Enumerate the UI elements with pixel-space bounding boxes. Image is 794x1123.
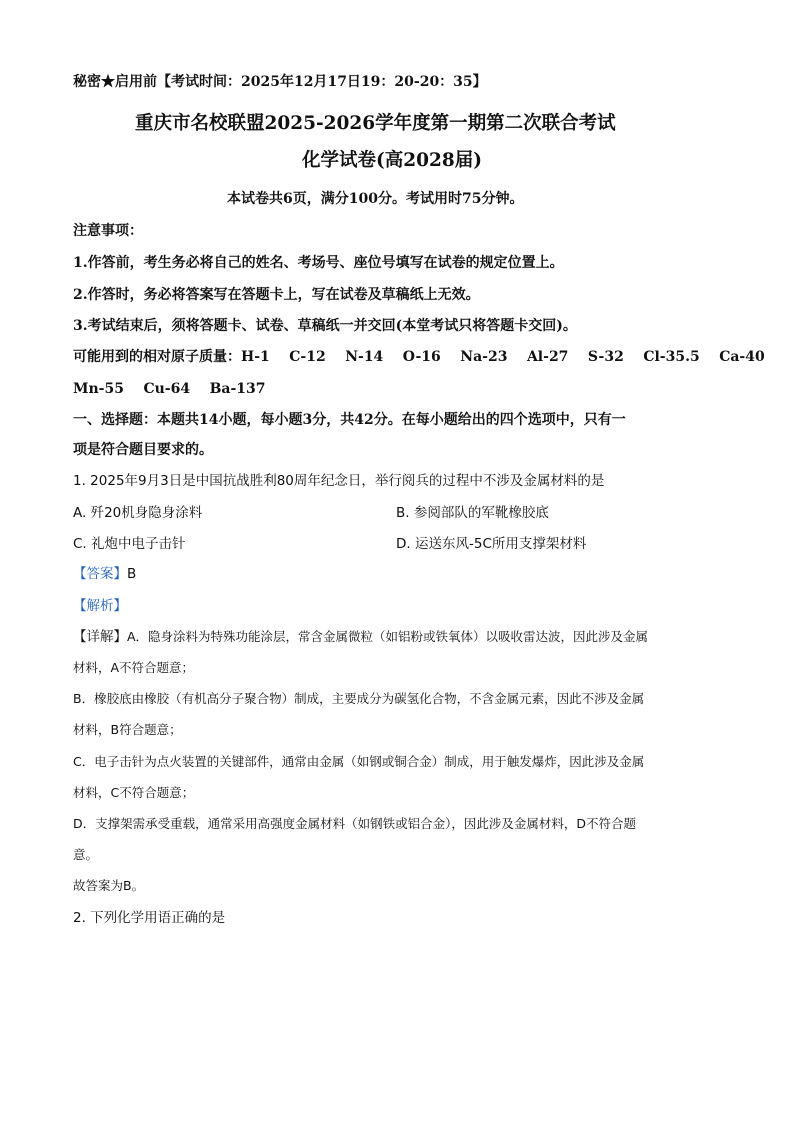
question-1-option-b: B. 参阅部队的军靴橡胶底 [396,505,549,521]
question-1-option-d: D. 运送东风-5C所用支撑架材料 [396,536,587,552]
question-1-option-a: A. 歼20机身隐身涂料 [73,505,203,521]
question-2-stem: 2. 下列化学用语正确的是 [73,910,226,926]
analysis-tag: 【解析】 [73,598,127,614]
notes-item-2: 2.作答时，务必将答案写在答题卡上，写在试卷及草稿纸上无效。 [73,287,480,303]
detail-line-2: 材料，A不符合题意； [73,660,195,675]
detail-line-4: 材料，B符合题意； [73,722,182,737]
exam-subtitle: 化学试卷(高2028届) [302,150,482,171]
detail-line-3: B．橡胶底由橡胶（有机高分子聚合物）制成，主要成分为碳氢化合物，不含金属元素，因此不涉及金属 [73,691,645,706]
question-1-option-c: C. 礼炮中电子击针 [73,536,186,552]
answer-tag: 【答案】 [73,566,127,582]
notes-item-1: 1.作答前，考生务必将自己的姓名、考场号、座位号填写在试卷的规定位置上。 [73,255,564,271]
conclusion: 故答案为B。 [73,878,145,893]
atomic-masses-line-1: 可能用到的相对原子质量：H-1 C-12 N-14 O-16 Na-23 Al-27 S-32 Cl-35.5 Ca-40 [73,349,765,365]
confidential-header: 秘密★启用前【考试时间：2025年12月17日19：20-20：35】 [73,74,487,90]
detail-line-8: 意。 [73,847,99,862]
detail-line-5: C．电子击针为点火装置的关键部件，通常由金属（如钢或铜合金）制成，用于触发爆炸，因此涉及金属 [73,754,645,769]
notes-heading: 注意事项： [73,223,143,239]
section-1-heading: 一、选择题：本题共14小题，每小题3分，共42分。在每小题给出的四个选项中，只有一 [73,412,626,428]
detail-line-7: D．支撑架需承受重载，通常采用高强度金属材料（如钢铁或铝合金），因此涉及金属材料，D不符合题 [73,816,637,831]
exam-info: 本试卷共6页，满分100分。考试用时75分钟。 [227,191,524,207]
detail-line-6: 材料，C不符合题意； [73,785,195,800]
answer-value: B [127,566,137,582]
detail-line-1 [73,631,648,645]
atomic-masses-line-2: Mn-55 Cu-64 Ba-137 [73,381,266,397]
notes-item-3: 3.考试结束后，须将答题卡、试卷、草稿纸一并交回(本堂考试只将答题卡交回)。 [73,318,577,334]
detail-tag: 【详解】 [73,629,127,645]
section-1-heading-cont: 项是符合题目要求的。 [73,442,213,458]
question-1-answer [73,568,136,582]
question-1-stem: 1. 2025年9月3日是中国抗战胜利80周年纪念日，举行阅兵的过程中不涉及金属材料的是 [73,473,605,489]
detail-text: A．隐身涂料为特殊功能涂层，常含金属微粒（如铝粉或铁氧体）以吸收雷达波，因此涉及金属 [127,629,649,644]
exam-title: 重庆市名校联盟2025-2026学年度第一期第二次联合考试 [135,113,616,134]
